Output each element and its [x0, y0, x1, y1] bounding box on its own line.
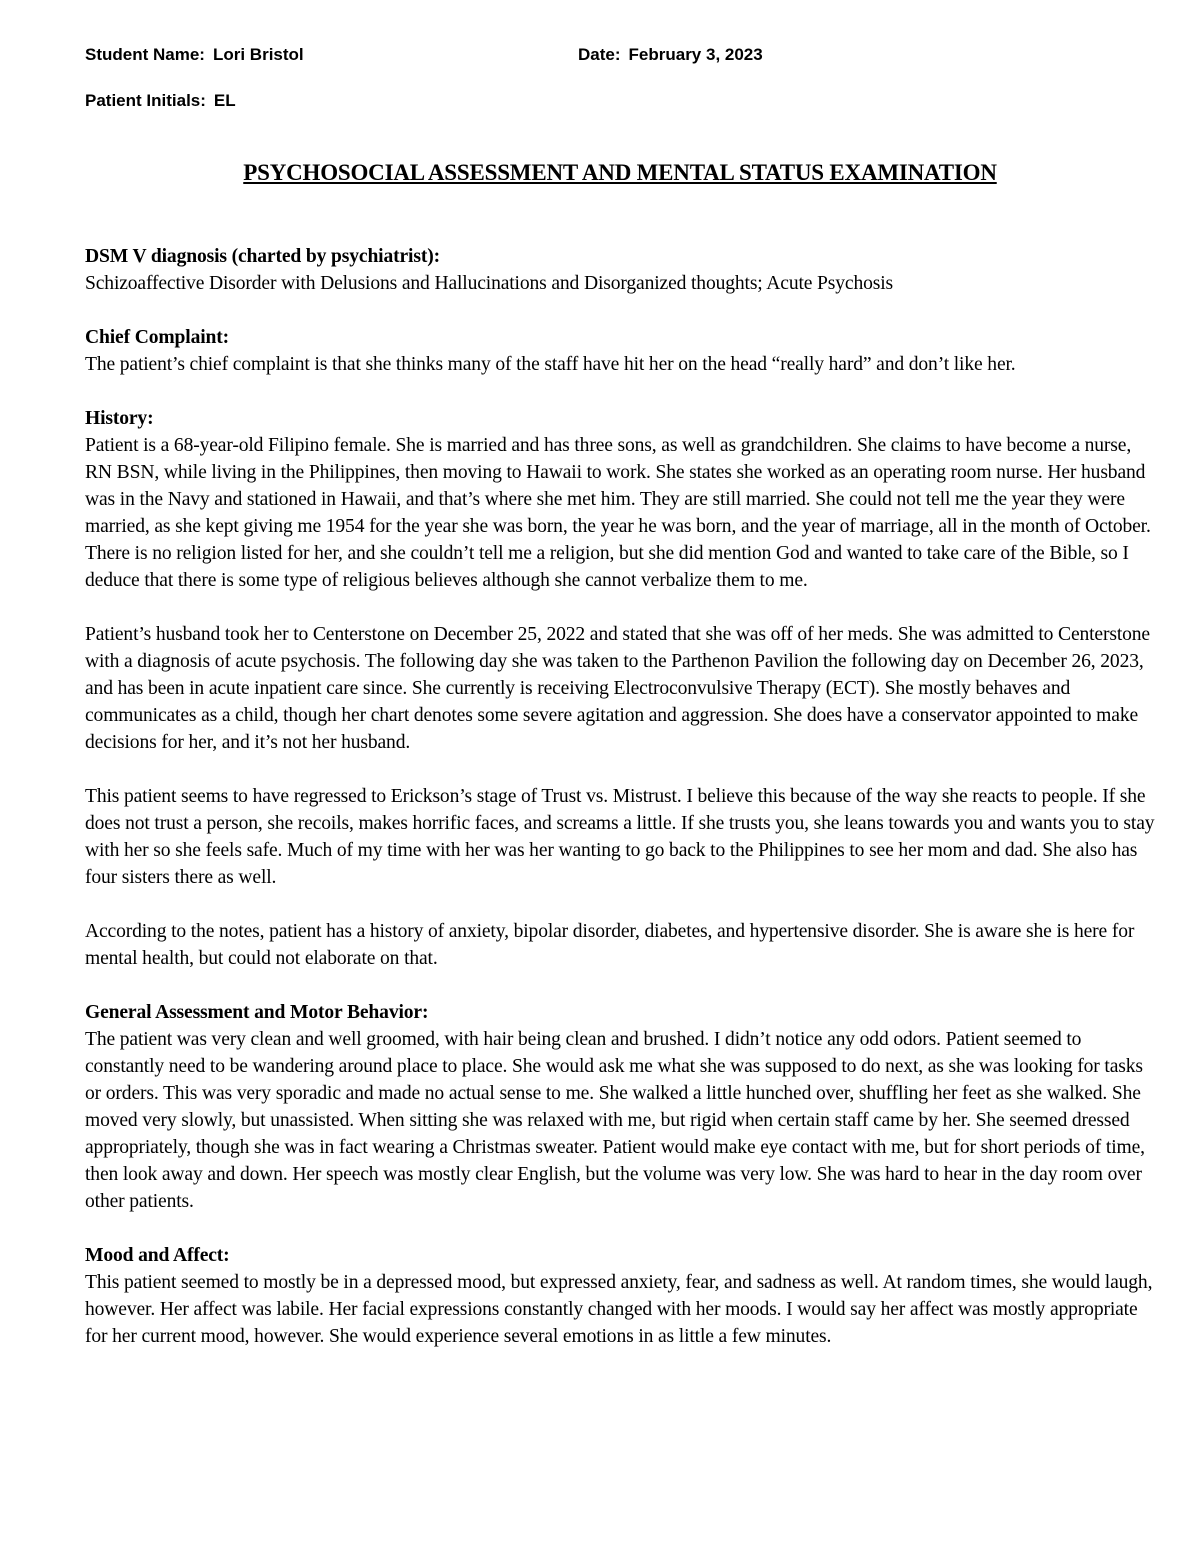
section-heading: DSM V diagnosis (charted by psychiatrist): [85, 246, 440, 267]
student-name-value: Lori Bristol [212, 45, 304, 64]
section-paragraph: This patient seems to have regressed to Erickson’s stage of Trust vs. Mistrust. I believe this because of the way she reacts to people. If she does not trust a person, she recoils, makes horrific faces, and screams a little. If she trusts you, she leans towards you and wants you to stay with her so she feels safe. Much of my time with her was her wanting to go back to the Philippines to see her mom and dad. She also has four sisters there as well. [85, 786, 1155, 888]
section-paragraph: Patient’s husband took her to Centerstone on December 25, 2022 and stated that she was off of her meds. She was admitted to Centerstone with a diagnosis of acute psychosis. The following day she was taken to the Parthenon Pavilion the following day on December 26, 2023, and has been in acute inpatient care since. She currently is receiving Electroconvulsive Therapy (ECT). She mostly behaves and communicates as a child, though her chart denotes some severe agitation and aggression. She does have a conservator appointed to make decisions for her, and it’s not her husband. [85, 624, 1150, 753]
section-paragraph: The patient was very clean and well groomed, with hair being clean and brushed. I didn’t notice any odd odors. Patient seemed to constantly need to be wandering around place to place. She would ask me what she was supposed to do next, as she was looking for tasks or orders. This was very sporadic and made no actual sense to me. She walked a little hunched over, shuffling her feet as she walked. She moved very slowly, but unassisted. When sitting she was relaxed with me, but rigid when certain staff came by her. She seemed dressed appropriately, though she was in fact wearing a Christmas sweater. Patient would make eye contact with me, but for short periods of time, then look away and down. Her speech was mostly clear English, but the volume was very low. She was hard to hear in the day room over other patients. [85, 1029, 1145, 1212]
student-name-line [85, 45, 304, 65]
section-chief-complaint [85, 324, 1161, 378]
section-heading: Mood and Affect: [85, 1245, 230, 1266]
section-heading: General Assessment and Motor Behavior: [85, 1002, 429, 1023]
patient-initials-value: EL [213, 91, 236, 110]
section-paragraph: According to the notes, patient has a history of anxiety, bipolar disorder, diabetes, and hypertensive disorder. She is aware she is here for mental health, but could not elaborate on that. [85, 921, 1135, 969]
document-title: PSYCHOSOCIAL ASSESSMENT AND MENTAL STATUS EXAMINATION [243, 160, 997, 185]
section-mood-affect [85, 1242, 1161, 1350]
patient-initials-label: Patient Initials: [85, 91, 206, 110]
patient-initials-line [85, 91, 236, 111]
section-general-assessment [85, 999, 1161, 1215]
date-label: Date: [578, 45, 621, 64]
section-heading: Chief Complaint: [85, 327, 230, 348]
section-heading: History: [85, 408, 154, 429]
section-paragraph: This patient seemed to mostly be in a depressed mood, but expressed anxiety, fear, and sadness as well. At random times, she would laugh, however. Her affect was labile. Her facial expressions constantly changed with her moods. I would say her affect was mostly appropriate for her current mood, however. She would experience several emotions in as little a few minutes. [85, 1272, 1153, 1347]
section-paragraph: The patient’s chief complaint is that she thinks many of the staff have hit her on the head “really hard” and don’t like her. [85, 354, 1016, 375]
student-name-label: Student Name: [85, 45, 205, 64]
section-dsm-diagnosis [85, 243, 1161, 297]
section-history [85, 405, 1161, 972]
document-body [85, 243, 1161, 1377]
section-paragraph: Schizoaffective Disorder with Delusions and Hallucinations and Disorganized thoughts; Acute Psychosis [85, 273, 894, 294]
date-value: February 3, 2023 [628, 45, 763, 64]
section-paragraph: Patient is a 68-year-old Filipino female. She is married and has three sons, as well as grandchildren. She claims to have become a nurse, RN BSN, while living in the Philippines, then moving to Hawaii to work. She states she worked as an operating room nurse. Her husband was in the Navy and stationed in Hawaii, and that’s where she met him. They are still married. She could not tell me the year they were married, as she kept giving me 1954 for the year she was born, the year he was born, and the year of marriage, all in the month of October. There is no religion listed for her, and she couldn’t tell me a religion, but she did mention God and wanted to take care of the Bible, so I deduce that there is some type of religious believes although she cannot verbalize them to me. [85, 435, 1151, 591]
date-line [578, 45, 763, 65]
